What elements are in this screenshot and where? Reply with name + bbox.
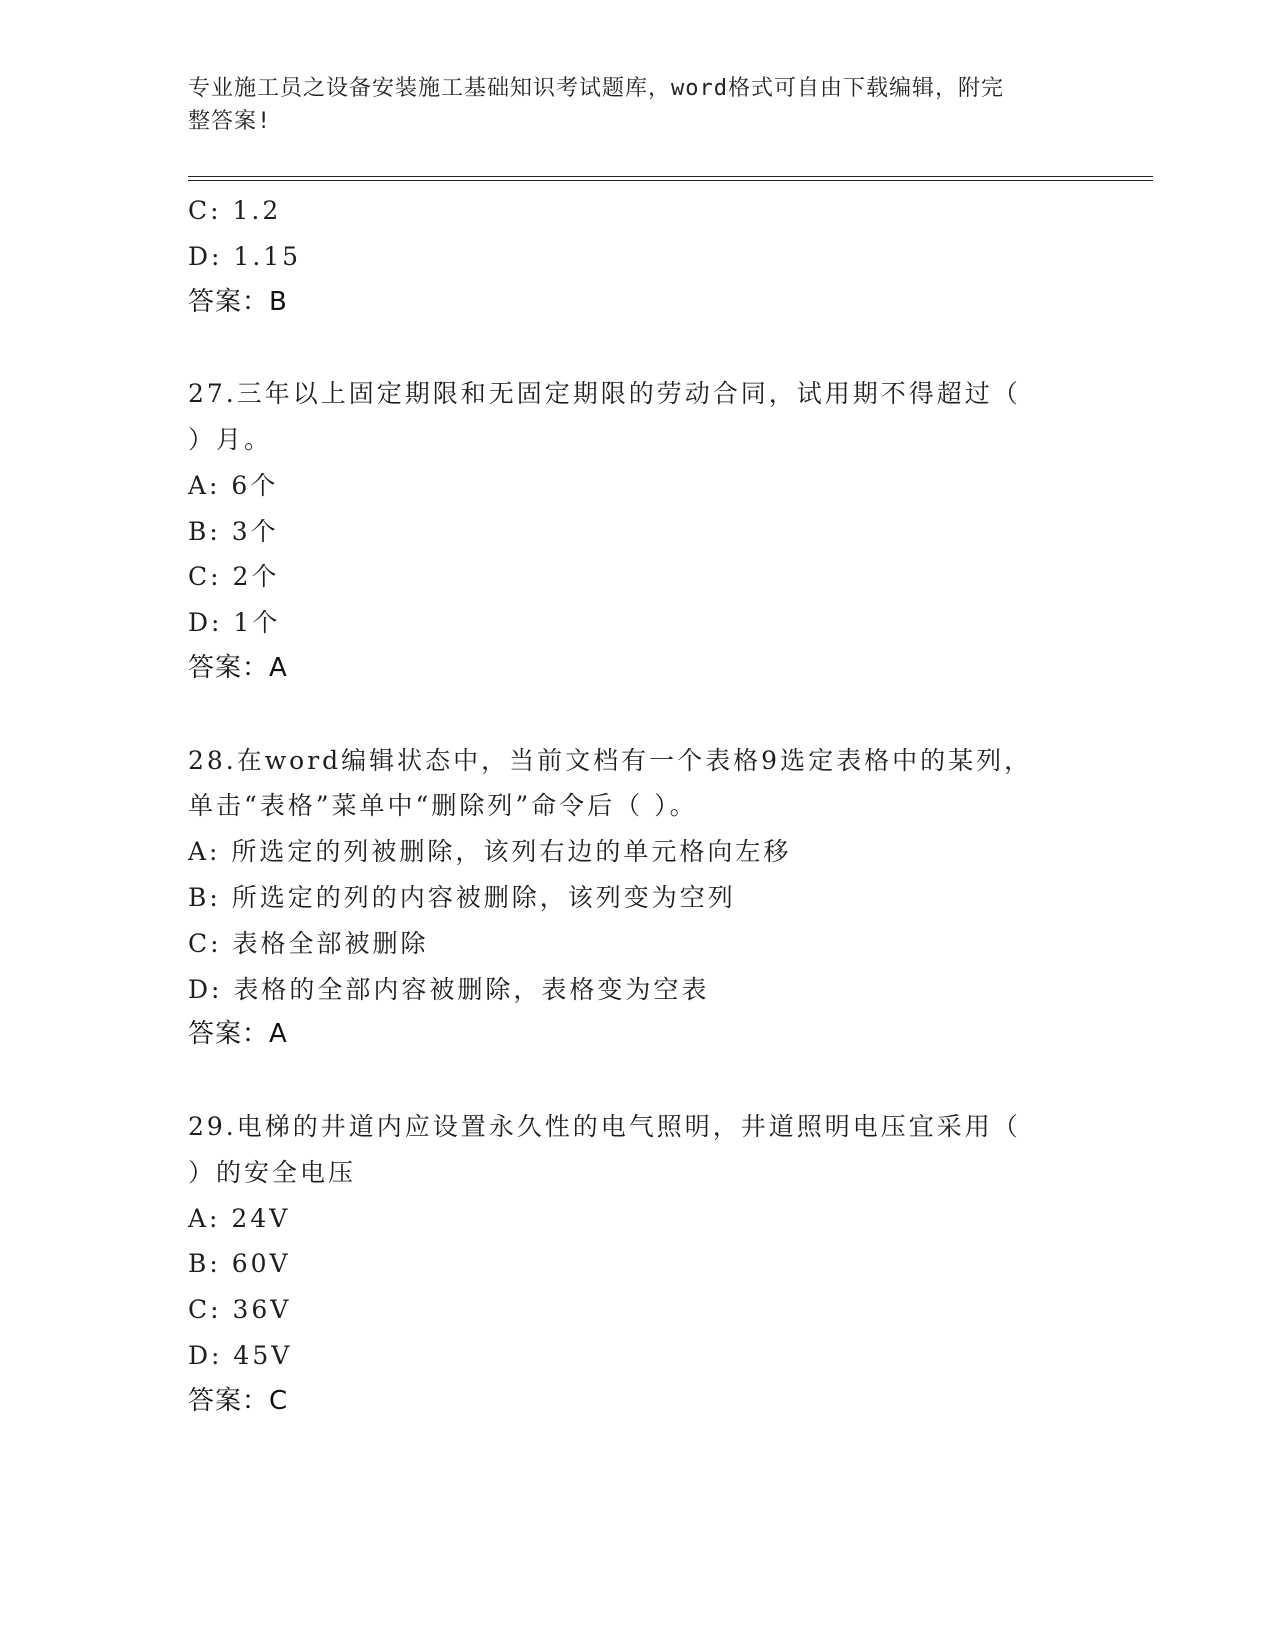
option-c: C: 1.2 bbox=[188, 196, 282, 225]
spacer bbox=[188, 692, 1088, 738]
option-d: D: 45V bbox=[188, 1340, 293, 1370]
question-29 bbox=[188, 1104, 1088, 1425]
previous-question-tail bbox=[188, 188, 1088, 325]
question-stem-line: 29.电梯的井道内应设置永久性的电气照明，井道照明电压宜采用（ bbox=[188, 1111, 1021, 1141]
header-rule-bottom bbox=[188, 180, 1153, 181]
question-stem-line: ）月。 bbox=[188, 424, 273, 454]
header-title-line-1: 专业施工员之设备安装施工基础知识考试题库，word格式可自由下载编辑，附完 bbox=[188, 76, 1004, 101]
question-stem-line: 28.在word编辑状态中，当前文档有一个表格9选定表格中的某列， bbox=[188, 745, 1033, 775]
option-c: C: 表格全部被删除 bbox=[188, 928, 429, 958]
option-b: B: 60V bbox=[188, 1249, 291, 1279]
option-d: D: 1.15 bbox=[188, 241, 302, 271]
answer-line: 答案：C bbox=[188, 1385, 289, 1416]
document-header bbox=[188, 72, 1068, 138]
option-c: C: 2个 bbox=[188, 562, 280, 592]
option-a: A: 24V bbox=[188, 1203, 291, 1233]
question-stem-line: 27.三年以上固定期限和无固定期限的劳动合同，试用期不得超过（ bbox=[188, 379, 1021, 409]
question-stem-line: 单击“表格”菜单中“删除列”命令后（ ）。 bbox=[188, 791, 698, 821]
question-27 bbox=[188, 371, 1088, 692]
question-content bbox=[188, 188, 1088, 1425]
option-b: B: 3个 bbox=[188, 516, 279, 546]
option-d: D: 表格的全部内容被删除，表格变为空表 bbox=[188, 974, 710, 1004]
spacer bbox=[188, 1058, 1088, 1104]
question-28 bbox=[188, 738, 1088, 1059]
option-b: B: 所选定的列的内容被删除，该列变为空列 bbox=[188, 882, 736, 912]
option-c: C: 36V bbox=[188, 1295, 292, 1325]
answer-line: 答案：A bbox=[188, 652, 288, 683]
header-rule-top bbox=[188, 176, 1153, 177]
spacer bbox=[188, 325, 1088, 371]
option-d: D: 1个 bbox=[188, 608, 281, 638]
question-stem-line: ）的安全电压 bbox=[188, 1157, 357, 1187]
answer-line: 答案：A bbox=[188, 1019, 288, 1050]
option-a: A: 所选定的列被删除，该列右边的单元格向左移 bbox=[188, 837, 792, 867]
header-title-line-2: 整答案! bbox=[188, 109, 272, 134]
answer-line: 答案：B bbox=[188, 286, 288, 317]
option-a: A: 6个 bbox=[188, 470, 279, 500]
